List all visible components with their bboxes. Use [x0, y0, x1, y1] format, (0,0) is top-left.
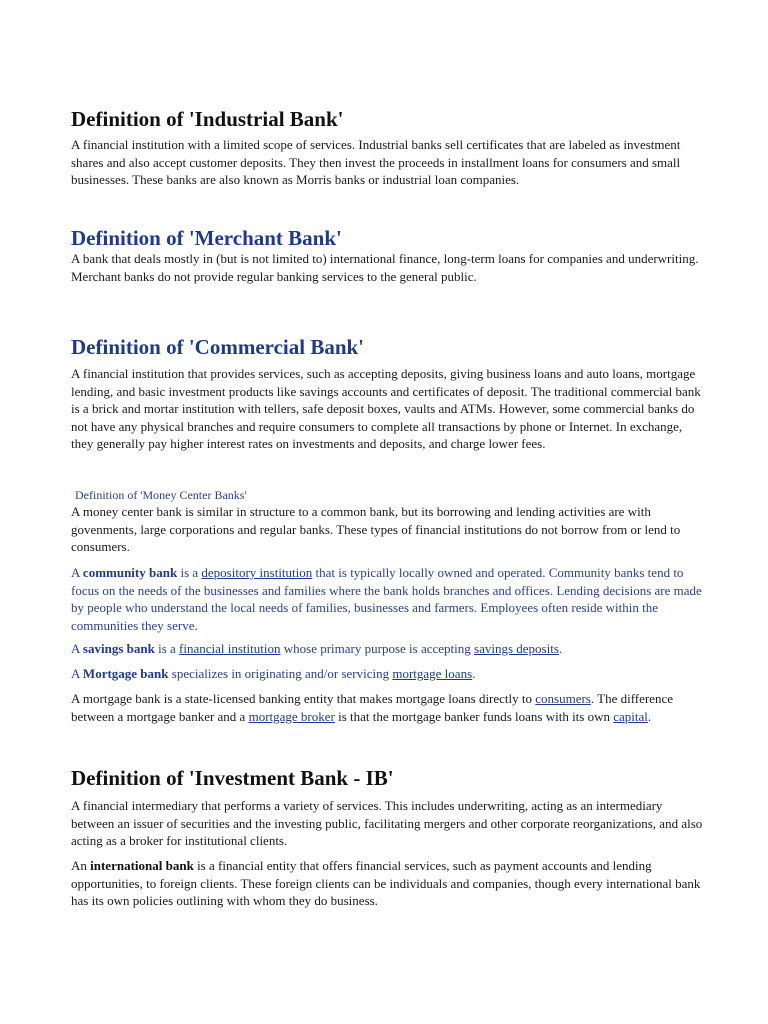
community-bank-paragraph	[71, 564, 703, 634]
savings-text-4: .	[558, 641, 563, 656]
investment-bank-heading: Definition of 'Investment Bank - IB'	[71, 766, 394, 790]
mortgage-detail-text-1: A mortgage bank is a state-licensed banking entity that makes mortgage loans directly to	[71, 691, 536, 706]
mortgage-text-1: A	[71, 666, 83, 681]
international-text-1: An	[71, 858, 91, 873]
merchant-bank-definition: A bank that deals mostly in (but is not limited to) international finance, long-term loans for companies and underwriting. Merchant banks do not provide regular banking services to the general public.	[71, 251, 699, 284]
international-bank-term: international bank	[90, 858, 194, 873]
community-text-1: A	[71, 565, 83, 580]
mortgage-broker-link[interactable]: mortgage broker	[248, 708, 335, 724]
money-center-definition: A money center bank is similar in structure to a common bank, but its borrowing and lending activities are with govenments, large corporations and regular banks. These types of financial institutions do not borrow from or lend to consumers.	[71, 504, 681, 554]
mortgage-detail-text-2: . The difference between a mortgage banker and a	[71, 691, 674, 724]
international-bank-paragraph	[71, 857, 703, 910]
savings-bank-term: savings bank	[82, 641, 155, 656]
commercial-bank-heading: Definition of 'Commercial Bank'	[71, 335, 365, 359]
savings-bank-paragraph	[71, 640, 703, 658]
commercial-bank-definition: A financial institution that provides services, such as accepting deposits, giving business loans and auto loans, mortgage lending, and basic investment products like savings accounts and certificates of deposit. The traditional commercial bank is a brick and mortar institution with tellers, safe deposit boxes, vaults and ATMs. However, some commercial banks do not have any physical branches and require consumers to complete all transactions by phone or Internet. In exchange, they generally pay higher interest rates on investments and deposits, and charge lower fees.	[71, 366, 701, 451]
savings-text-1: A	[71, 641, 83, 656]
mortgage-bank-detail	[71, 690, 703, 725]
money-center-heading: Definition of 'Money Center Banks'	[75, 488, 247, 502]
savings-text-2: is a	[154, 641, 180, 656]
mortgage-detail-text-3: is that the mortgage banker funds loans with its own	[334, 708, 614, 724]
depository-institution-link[interactable]: depository institution	[201, 565, 313, 580]
consumers-link[interactable]: consumers	[535, 691, 591, 706]
industrial-bank-definition: A financial institution with a limited scope of services. Industrial banks sell certificates that are labeled as investment shares and also accept customer deposits. They then invest the proceeds in installment loans for consumers and small businesses. These banks are also known as Morris banks or industrial loan companies.	[71, 137, 681, 187]
mortgage-text-3: .	[472, 666, 476, 681]
industrial-bank-heading: Definition of 'Industrial Bank'	[71, 107, 344, 131]
mortgage-bank-paragraph	[71, 665, 703, 683]
community-bank-term: community bank	[82, 565, 178, 580]
merchant-bank-heading: Definition of 'Merchant Bank'	[71, 226, 342, 250]
mortgage-bank-term: Mortgage bank	[82, 666, 169, 681]
savings-text-3: whose primary purpose is accepting	[280, 641, 475, 656]
community-text-2: is a	[177, 565, 202, 580]
investment-bank-definition: A financial intermediary that performs a variety of services. This includes underwriting, acting as an intermediary between an issuer of securities and the investing public, facilitating mergers and other corporate reorganizations, and also acting as a broker for institutional clients.	[71, 798, 703, 848]
mortgage-loans-link[interactable]: mortgage loans	[392, 666, 473, 681]
financial-institution-link[interactable]: financial institution	[179, 641, 281, 656]
capital-link[interactable]: capital	[613, 708, 648, 724]
mortgage-text-2: specializes in originating and/or servicing	[168, 666, 393, 681]
mortgage-detail-text-4: .	[647, 708, 652, 724]
community-text-3: that is typically locally owned and operated. Community banks tend to focus on the needs of the businesses and families where the bank holds branches and offices. Lending decisions are made by people who understand the local needs of families, businesses and farmers. Employees often reside within the communities they serve.	[71, 565, 702, 633]
savings-deposits-link[interactable]: savings deposits	[474, 641, 559, 656]
international-text-2: is a financial entity that offers financial services, such as payment accounts and lending opportunities, to foreign clients. These foreign clients can be individuals and companies, though every international bank has its own policies outlining with whom they do business.	[71, 858, 701, 908]
